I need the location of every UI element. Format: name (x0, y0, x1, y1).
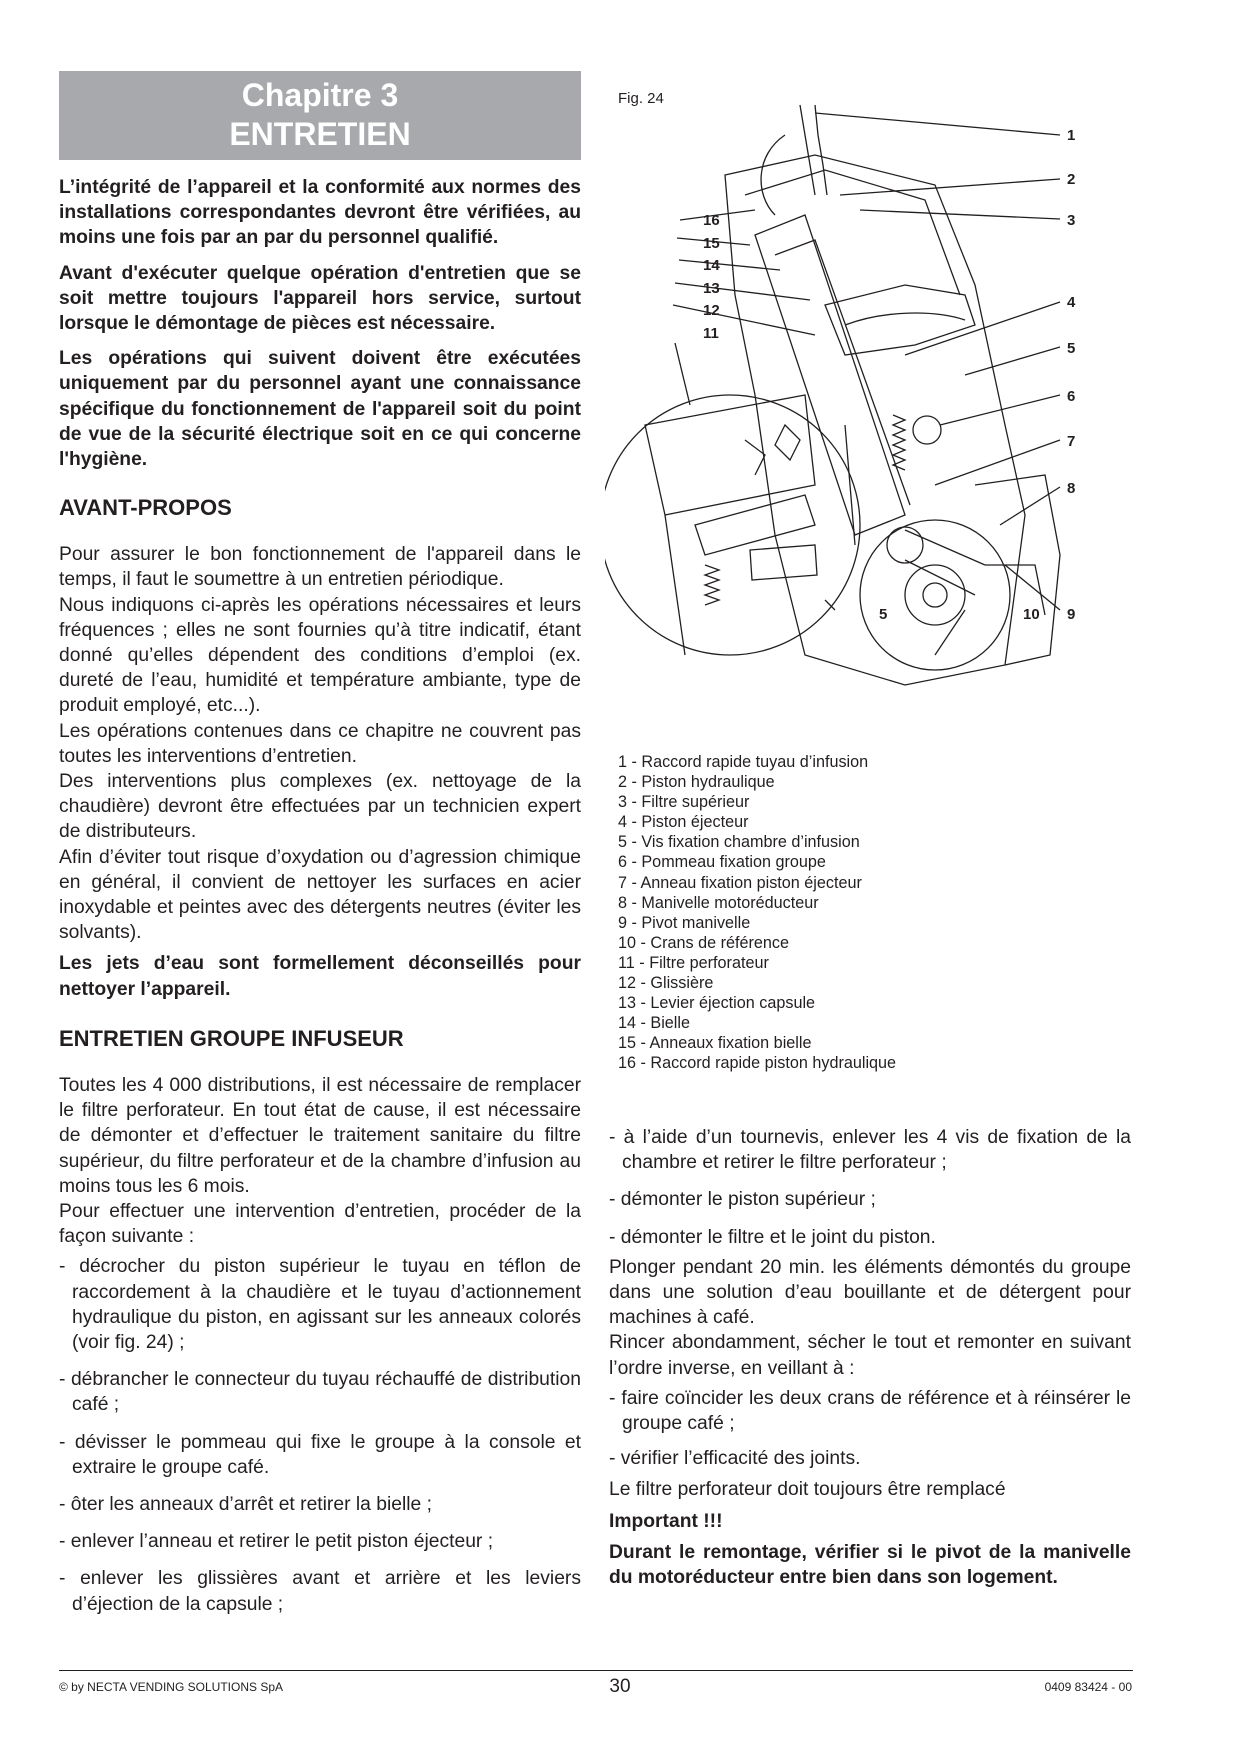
callout-8: 8 (1067, 480, 1076, 497)
legend-item: 16 - Raccord rapide piston hydraulique (618, 1054, 897, 1073)
legend-item: 12 - Glissière (618, 974, 714, 993)
callout-7: 7 (1067, 433, 1076, 450)
legend-item: 13 - Levier éjection capsule (618, 994, 816, 1013)
chapter-banner (59, 71, 581, 160)
callout-2: 2 (1067, 171, 1076, 188)
avant-propos-line-4: Des interventions plus complexes (ex. nettoyage de la chaudière) devront être effectuées par un technicien expert de distributeurs. (59, 771, 581, 843)
legend-item: 9 - Pivot manivelle (618, 913, 751, 932)
legend-item: 7 - Anneau fixation piston éjecteur (618, 873, 862, 892)
legend-item: 1 - Raccord rapide tuyau d’infusion (618, 753, 869, 771)
step-right-2: - démonter le piston supérieur ; (609, 1189, 876, 1211)
step-right-3: - démonter le filtre et le joint du piston. (609, 1226, 936, 1248)
important-text: Durant le remontage, vérifier si le pivot de la manivelle du motoréducteur entre bien dans son logement. (609, 1541, 1131, 1589)
callout-5-bottom: 5 (879, 606, 888, 623)
legend-item: 15 - Anneaux fixation bielle (618, 1034, 812, 1053)
callout-13: 13 (703, 280, 720, 297)
page-number: 30 (609, 1676, 631, 1697)
intro-paragraph-3: Les opérations qui suivent doivent être exécutées uniquement par du personnel ayant une connaissance spécifique du fonctionnement de l'appareil soit du point de vue de la sécurité électrique soit en ce qui concerne l'hygiène. (59, 348, 581, 471)
step-right-4: - faire coïncider les deux crans de référence et à réinsérer le groupe café ; (609, 1387, 1131, 1435)
figure-legend (618, 752, 896, 1074)
brewing-unit-diagram (605, 95, 1145, 715)
footer-divider (59, 1670, 1133, 1671)
groupe-paragraph-2: Pour effectuer une intervention d’entretien, procéder de la façon suivante : (59, 1200, 581, 1248)
section-heading-groupe-infuseur: ENTRETIEN GROUPE INFUSEUR (59, 1025, 404, 1051)
callout-6: 6 (1067, 388, 1076, 405)
filter-note: Le filtre perforateur doit toujours être remplacé (609, 1479, 1006, 1501)
left-column (59, 175, 581, 1617)
document-code: 0409 83424 - 00 (1044, 1680, 1132, 1694)
right-column (609, 1125, 1131, 1590)
water-jet-warning: Les jets d’eau sont formellement déconseillés pour nettoyer l’appareil. (59, 953, 581, 1000)
step-left-1: - décrocher du piston supérieur le tuyau en téflon de raccordement à la chaudière et le tuyau d’actionnement hydraulique du piston, en agissant sur les anneaux colorés (voir fig. 24) ; (59, 1256, 581, 1353)
avant-propos-line-3: Les opérations contenues dans ce chapitre ne couvrent pas toutes les interventions d’entretien. (59, 720, 581, 767)
callout-16: 16 (703, 212, 720, 229)
legend-item: 2 - Piston hydraulique (618, 773, 775, 792)
footer-copyright: © by NECTA VENDING SOLUTIONS SpA (59, 1680, 284, 1694)
intro-paragraph-1: L’intégrité de l’appareil et la conformité aux normes des installations correspondantes devront être vérifiées, au moins une fois par an par du personnel qualifié. (59, 177, 581, 249)
legend-item: 8 - Manivelle motoréducteur (618, 893, 819, 912)
chapter-number: Chapitre 3 (241, 77, 399, 113)
groupe-paragraph-1: Toutes les 4 000 distributions, il est nécessaire de remplacer le filtre perforateur. En tout état de cause, il est nécessaire de démonter et d’effectuer le traitement sanitaire du filtre supérieur, du filtre perforateur et de la chambre d’infusion au moins tous les 6 mois. (59, 1074, 581, 1197)
intro-paragraph-2: Avant d'exécuter quelque opération d'entretien que se soit mettre toujours l'appareil hors service, surtout lorsque le démontage de pièces est nécessaire. (59, 262, 581, 335)
groupe-paragraph-3: Plonger pendant 20 min. les éléments démontés du groupe dans une solution d’eau bouillante et de détergent pour machines à café. (609, 1256, 1131, 1329)
legend-item: 5 - Vis fixation chambre d’infusion (618, 833, 860, 852)
step-left-3: - dévisser le pommeau qui fixe le groupe à la console et extraire le groupe café. (59, 1431, 581, 1478)
callout-9: 9 (1067, 606, 1076, 623)
important-heading: Important !!! (609, 1510, 723, 1532)
avant-propos-line-5: Afin d’éviter tout risque d’oxydation ou d’agression chimique en général, il convient de nettoyer les surfaces en acier inoxydable et peintes avec des détergents neutres (éviter les solvants). (59, 846, 581, 944)
legend-item: 4 - Piston éjecteur (618, 813, 749, 832)
legend-item: 11 - Filtre perforateur (618, 953, 769, 972)
callout-12: 12 (703, 302, 720, 319)
figure-label: Fig. 24 (618, 90, 664, 107)
avant-propos-line-2: Nous indiquons ci-après les opérations nécessaires et leurs fréquences ; elles ne sont fournies qu’à titre indicatif, étant donné qu’elles dépendent des conditions d’emploi (ex. dureté de l’eau, humidité et température ambiante, type de produit employé, etc...). (59, 594, 581, 717)
legend-item: 10 - Crans de référence (618, 933, 789, 952)
chapter-title: ENTRETIEN (229, 116, 411, 152)
step-right-5: - vérifier l’efficacité des joints. (609, 1448, 861, 1470)
groupe-paragraph-4: Rincer abondamment, sécher le tout et remonter en suivant l’ordre inverse, en veillant à : (609, 1332, 1131, 1379)
step-left-5: - enlever l’anneau et retirer le petit piston éjecteur ; (59, 1531, 494, 1553)
callout-3: 3 (1067, 212, 1076, 229)
legend-item: 3 - Filtre supérieur (618, 793, 750, 812)
avant-propos-line-1: Pour assurer le bon fonctionnement de l'appareil dans le temps, il faut le soumettre à un entretien périodique. (59, 544, 581, 591)
callout-4: 4 (1067, 294, 1076, 311)
callout-14: 14 (703, 257, 720, 274)
callout-11: 11 (703, 325, 719, 342)
callout-5: 5 (1067, 340, 1076, 357)
step-left-2: - débrancher le connecteur du tuyau réchauffé de distribution café ; (59, 1369, 581, 1416)
step-left-4: - ôter les anneaux d’arrêt et retirer la bielle ; (59, 1493, 432, 1515)
legend-item: 6 - Pommeau fixation groupe (618, 853, 826, 872)
callout-1: 1 (1067, 127, 1076, 144)
callout-10: 10 (1023, 606, 1040, 623)
section-heading-avant-propos: AVANT-PROPOS (59, 495, 232, 521)
legend-item: 14 - Bielle (618, 1014, 690, 1033)
step-right-1: - à l’aide d’un tournevis, enlever les 4 vis de fixation de la chambre et retirer le filtre perforateur ; (609, 1127, 1131, 1174)
callout-15: 15 (703, 235, 720, 252)
step-left-6: - enlever les glissières avant et arrière et les leviers d’éjection de la capsule ; (59, 1568, 581, 1615)
